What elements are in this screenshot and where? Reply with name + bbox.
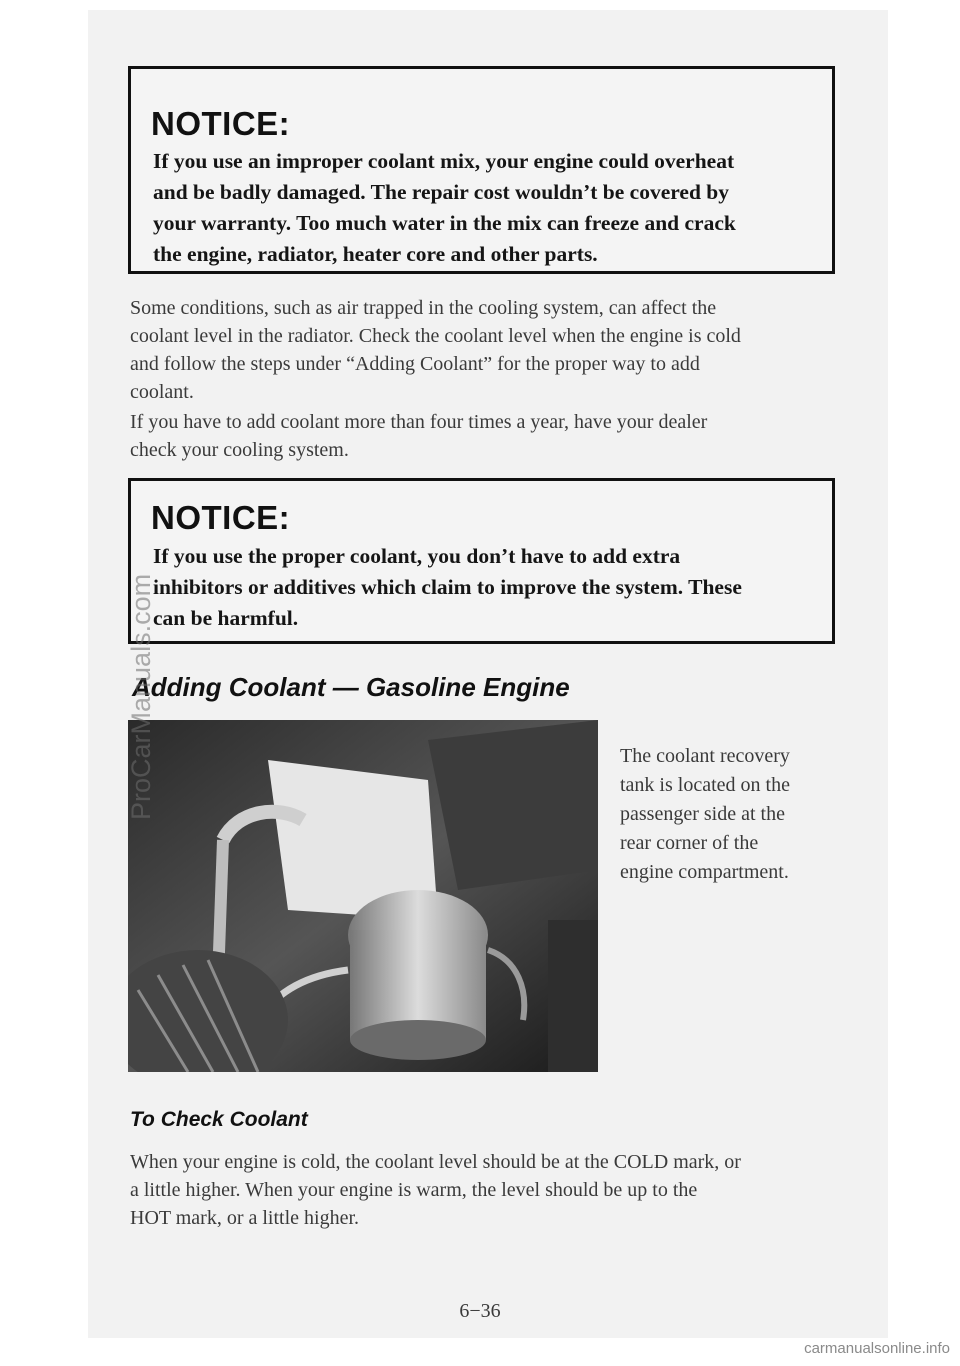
caption-line: engine compartment. xyxy=(620,861,789,883)
subsection-title: To Check Coolant xyxy=(130,1108,308,1131)
paragraph-check-coolant xyxy=(130,1148,850,1232)
notice-text xyxy=(153,541,813,634)
page-number: 6−36 xyxy=(459,1300,501,1322)
notice-title: NOTICE: xyxy=(151,499,291,536)
caption-line: The coolant recovery xyxy=(620,745,790,767)
notice-line: can be harmful. xyxy=(153,606,299,630)
paragraph-line: HOT mark, or a little higher. xyxy=(130,1207,360,1229)
paragraph-line: If you have to add coolant more than four times a year, have your dealer xyxy=(130,411,708,433)
paragraph-add-frequency xyxy=(130,408,850,464)
paragraph-line: coolant level in the radiator. Check the coolant level when the engine is cold xyxy=(130,325,741,347)
paragraph-line: a little higher. When your engine is warm, the level should be up to the xyxy=(130,1179,698,1201)
notice-line: If you use the proper coolant, you don’t have to add extra xyxy=(153,544,681,568)
notice-text xyxy=(153,146,813,270)
watermark-vertical: ProCarManuals.com xyxy=(126,573,156,820)
notice-line: and be badly damaged. The repair cost wouldn’t be covered by xyxy=(153,180,729,204)
paragraph-line: and follow the steps under “Adding Coolant” for the proper way to add xyxy=(130,353,700,375)
paragraph-line: Some conditions, such as air trapped in the cooling system, can affect the xyxy=(130,297,717,319)
caption-line: tank is located on the xyxy=(620,774,790,796)
section-title: Adding Coolant — Gasoline Engine xyxy=(132,672,570,702)
notice-line: your warranty. Too much water in the mix can freeze and crack xyxy=(153,211,736,235)
photo-caption xyxy=(620,742,830,887)
notice-line: the engine, radiator, heater core and other parts. xyxy=(153,242,598,266)
paragraph-line: When your engine is cold, the coolant level should be at the COLD mark, or xyxy=(130,1151,741,1173)
paragraph-line: coolant. xyxy=(130,381,194,403)
engine-compartment-photo xyxy=(128,720,598,1072)
notice-box-additives xyxy=(128,478,835,644)
caption-line: rear corner of the xyxy=(620,832,759,854)
caption-line: passenger side at the xyxy=(620,803,785,825)
paragraph-line: check your cooling system. xyxy=(130,439,349,461)
notice-box-coolant-mix xyxy=(128,66,835,274)
notice-line: If you use an improper coolant mix, your engine could overheat xyxy=(153,149,735,173)
watermark-bottom: carmanualsonline.info xyxy=(804,1340,950,1357)
notice-line: inhibitors or additives which claim to improve the system. These xyxy=(153,575,742,599)
paragraph-cooling-conditions xyxy=(130,294,850,406)
notice-title: NOTICE: xyxy=(151,105,291,142)
coolant-tank-photo-illustration xyxy=(128,720,598,1072)
